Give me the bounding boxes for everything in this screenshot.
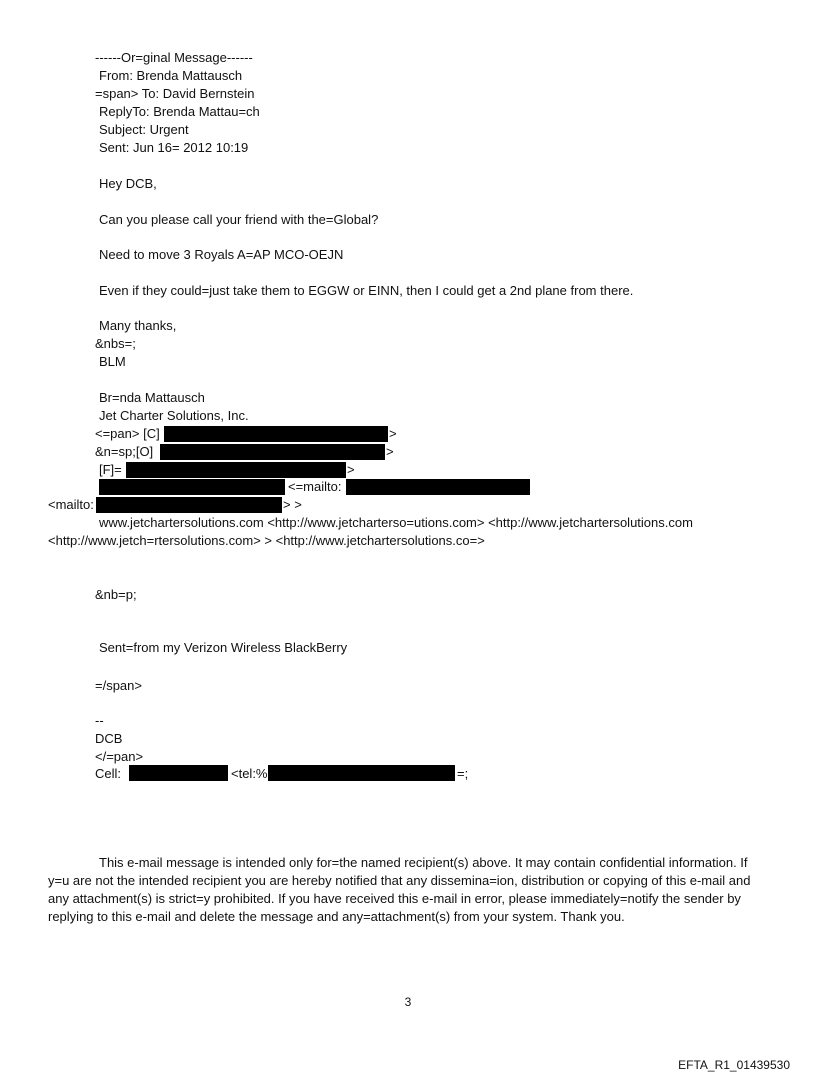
nbs-entity: &nbs=; (95, 336, 136, 351)
greeting: Hey DCB, (99, 176, 157, 191)
signature-company: Jet Charter Solutions, Inc. (99, 408, 249, 423)
redaction-bar (346, 479, 530, 495)
reply-initials: DCB (95, 731, 123, 746)
from-line: From: Brenda Mattausch (99, 68, 243, 83)
original-message-marker: ------Or=ginal Message------ (95, 50, 253, 65)
mailto-suffix-2: > > (283, 497, 302, 512)
span-close-2: </=pan> (95, 749, 144, 764)
redaction-bar (160, 444, 385, 460)
redaction-bar (129, 765, 228, 781)
website-line-1: www.jetchartersolutions.com <http://www.jetcharterso=utions.com> <http://www.jetchartersolutions.com (99, 515, 693, 530)
redaction-bar (96, 497, 282, 513)
redaction-bar (126, 462, 346, 478)
phone-c-suffix: > (389, 426, 397, 441)
fax-suffix: > (347, 462, 355, 477)
fax-label: [F]= (99, 462, 122, 477)
span-close-1: =/span> (95, 678, 142, 693)
reply-to-line: ReplyTo: Brenda Mattau=ch (99, 104, 260, 119)
thanks-line: Many thanks, (99, 318, 177, 333)
sender-initials: BLM (99, 354, 126, 369)
signature-name: Br=nda Mattausch (99, 390, 205, 405)
tel-label: <tel:% (231, 766, 268, 781)
disclaimer: This e-mail message is intended only for=the named recipient(s) above. It may contain confidential information. If y=u are not the intended recipient you are hereby notified that any dissemina=ion, distribution or copying of this e-mail and any attachment(s) is strict=y prohibited. If you have received this e-mail in error, please immediately=notify the sender by replying to this e-mail and delete the message and any=attachment(s) from your system. Thank you. (48, 855, 751, 924)
subject-line: Subject: Urgent (99, 122, 189, 137)
sent-line: Sent: Jun 16= 2012 10:19 (99, 140, 249, 155)
sig-dashes: -- (95, 713, 104, 728)
to-line: =span> To: David Bernstein (95, 86, 255, 101)
cell-label: Cell: (95, 766, 122, 781)
body-line-3: Even if they could=just take them to EGGW or EINN, then I could get a 2nd plane from there. (99, 283, 634, 298)
phone-o-label: &n=sp;[O] (95, 444, 154, 459)
tel-suffix: =; (457, 766, 469, 781)
phone-o-suffix: > (386, 444, 394, 459)
website-line-2: <http://www.jetch=rtersolutions.com> > <http://www.jetchartersolutions.co=> (48, 533, 485, 548)
body-line-1: Can you please call your friend with the=Global? (99, 212, 379, 227)
redaction-bar (99, 479, 285, 495)
page-number: 3 (404, 995, 412, 1009)
body-line-2: Need to move 3 Royals A=AP MCO-OEJN (99, 247, 344, 262)
phone-c-label: <=pan> [C] (95, 426, 160, 441)
nbp-entity: &nb=p; (95, 587, 137, 602)
mailto-label-1: <=mailto: (288, 479, 342, 494)
redaction-bar (164, 426, 388, 442)
sent-from-line: Sent=from my Verizon Wireless BlackBerry (99, 640, 348, 655)
redaction-bar (268, 765, 455, 781)
document-id: EFTA_R1_01439530 (678, 1058, 790, 1072)
mailto-label-2: <mailto: (48, 497, 94, 512)
